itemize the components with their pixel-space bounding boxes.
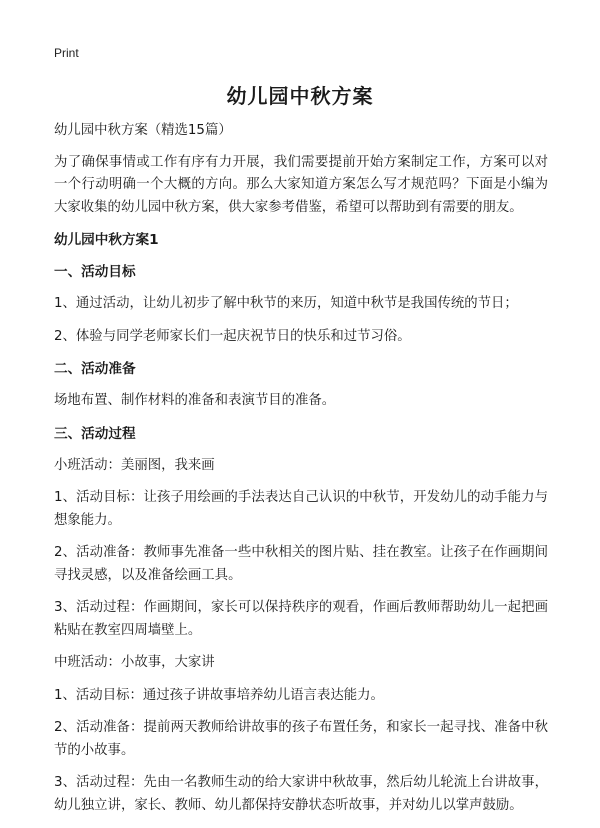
section-title: 幼儿园中秋方案1 bbox=[54, 232, 159, 248]
small-class-title: 小班活动：美丽图，我来画 bbox=[54, 457, 215, 473]
small-class-item: 1、活动目标：让孩子用绘画的手法表达自己认识的中秋节，开发幼儿的动手能力与想象能力。 bbox=[54, 490, 548, 528]
page-title: 幼儿园中秋方案 bbox=[226, 84, 374, 108]
intro-paragraph: 为了确保事情或工作有序有力开展，我们需要提前开始方案制定工作，方案可以对一个行动明确一个大概的方向。那么大家知道方案怎么写才规范吗？下面是小编为大家收集的幼儿园中秋方案，供大家参考借鉴，希望可以帮助到有需要的朋友。 bbox=[54, 154, 548, 215]
small-class-item: 2、活动准备：教师事先准备一些中秋相关的图片贴、挂在教室。让孩子在作画期间寻找灵感，以及准备绘画工具。 bbox=[54, 545, 548, 583]
prep-paragraph: 场地布置、制作材料的准备和表演节目的准备。 bbox=[54, 393, 336, 408]
process-heading: 三、活动过程 bbox=[54, 425, 136, 442]
document-body bbox=[54, 120, 548, 827]
prep-heading: 二、活动准备 bbox=[54, 361, 136, 377]
middle-class-item: 2、活动准备：提前两天教师给讲故事的孩子布置任务，和家长一起寻找、准备中秋节的小故事。 bbox=[54, 720, 548, 758]
middle-class-title: 中班活动：小故事，大家讲 bbox=[54, 655, 215, 670]
middle-class-item: 3、活动过程：先由一名教师生动的给大家讲中秋故事，然后幼儿轮流上台讲故事，幼儿独立讲，家长、教师、幼儿都保持安静状态听故事，并对幼儿以掌声鼓励。 bbox=[54, 775, 548, 813]
print-label: Print bbox=[54, 46, 79, 60]
goal-item: 1、通过活动，让幼儿初步了解中秋节的来历，知道中秋节是我国传统的节日； bbox=[54, 296, 518, 311]
document-subtitle: 幼儿园中秋方案（精选15篇） bbox=[54, 123, 232, 138]
middle-class-item: 1、活动目标：通过孩子讲故事培养幼儿语言表达能力。 bbox=[54, 687, 384, 703]
goal-item: 2、体验与同学老师家长们一起庆祝节日的快乐和过节习俗。 bbox=[54, 328, 411, 344]
goals-heading: 一、活动目标 bbox=[54, 264, 136, 280]
small-class-item: 3、活动过程：作画期间，家长可以保持秩序的观看，作画后教师帮助幼儿一起把画粘贴在教室四周墙壁上。 bbox=[54, 600, 548, 638]
